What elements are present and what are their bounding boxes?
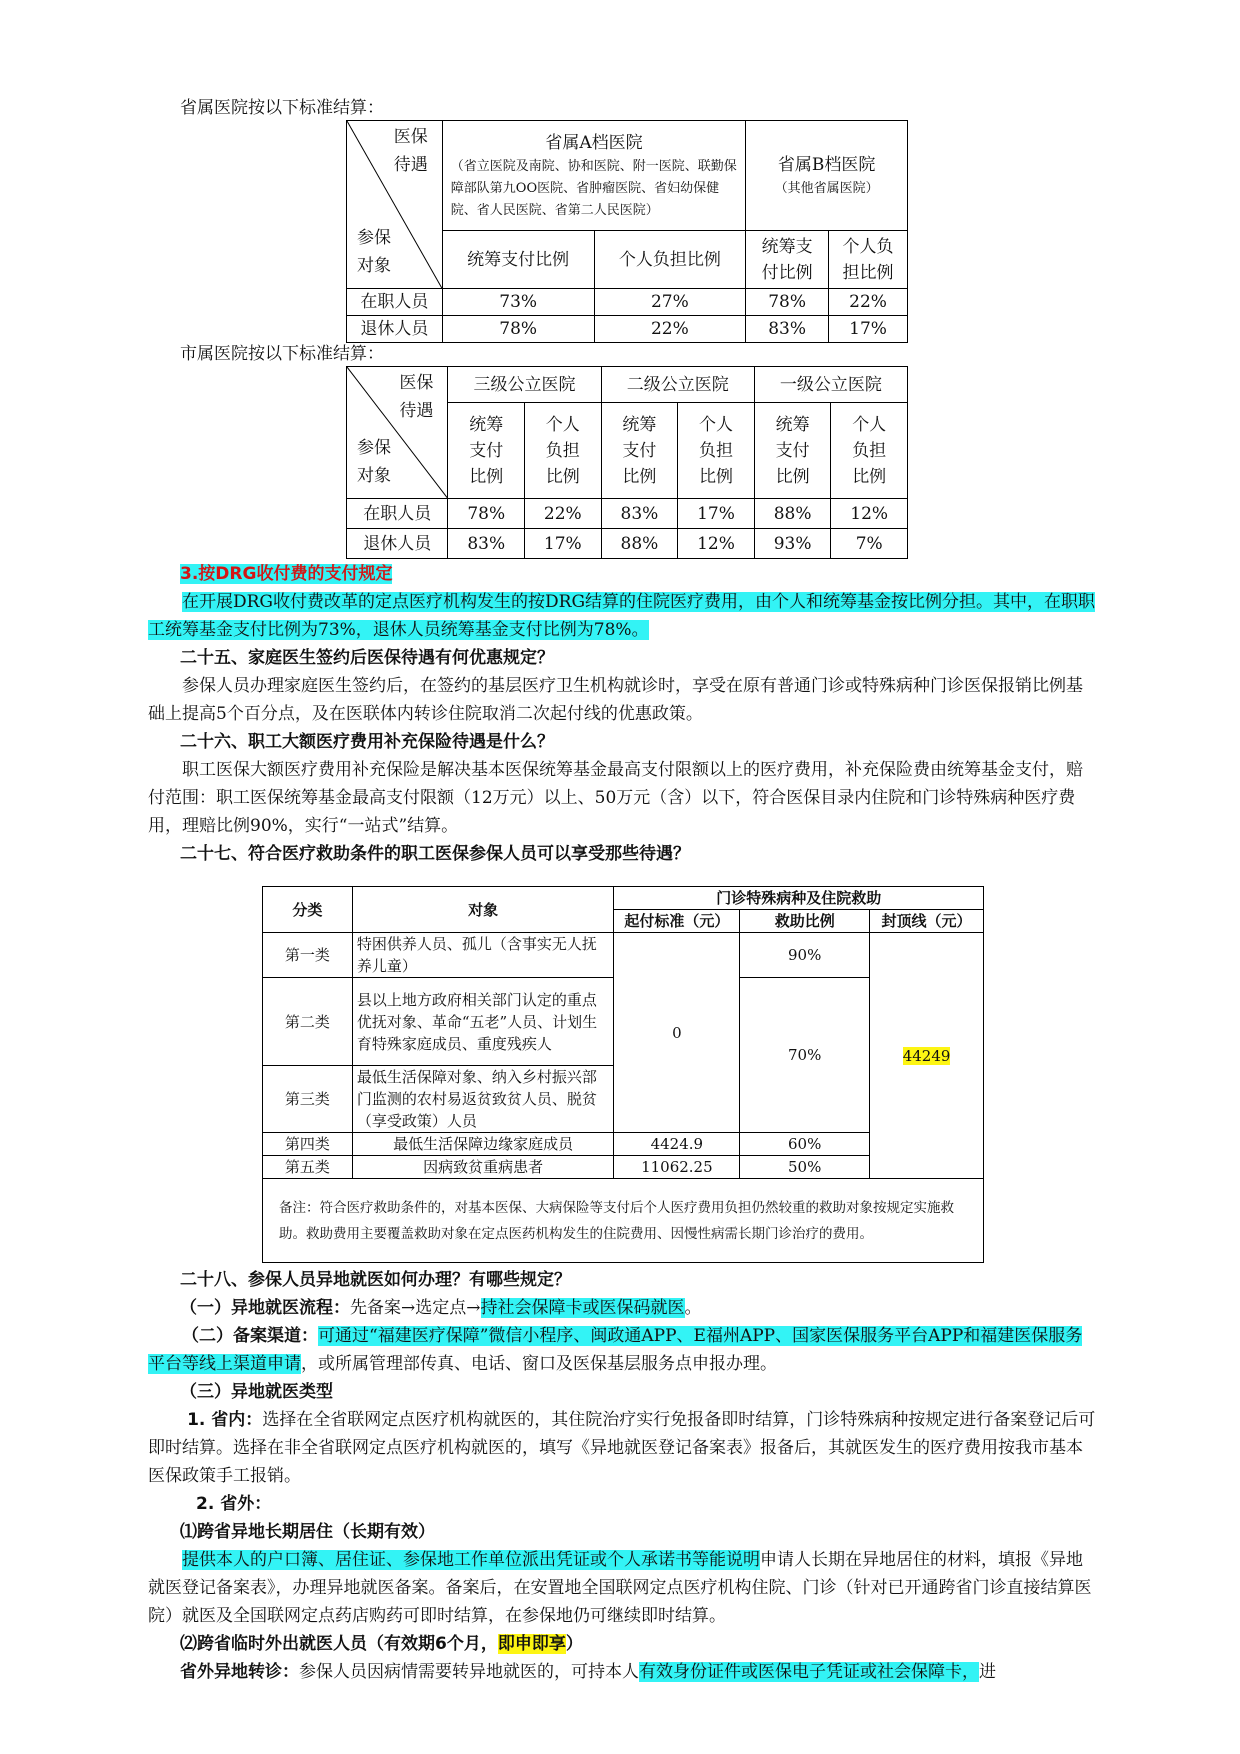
col-pay: 统筹支付比例 <box>754 403 831 499</box>
q27-heading: 二十七、符合医疗救助条件的职工医保参保人员可以享受那些待遇？ <box>180 844 690 864</box>
table-row: 第二类 县以上地方政府相关部门认定的重点优抚对象、革命“五老”人员、计划生育特殊家庭成员、重度残疾人 70% <box>263 978 984 1066</box>
city-table <box>346 366 908 559</box>
col-a-self: 个人负担比例 <box>594 231 746 289</box>
col-self: 个人负担比例 <box>831 403 908 499</box>
table-row: 第三类 最低生活保障对象、纳入乡村振兴部门监测的农村易返贫致贫人员、脱贫（享受政策）人员 <box>263 1066 984 1133</box>
provincial-intro: 省属医院按以下标准结算： <box>180 98 384 118</box>
col-group: 门诊特殊病种及住院救助 <box>614 887 984 910</box>
q28-heading: 二十八、参保人员异地就医如何办理？有哪些规定？ <box>180 1270 571 1290</box>
q26-heading: 二十六、职工大额医疗费用补充保险待遇是什么？ <box>180 732 554 752</box>
temp-heading: ⑵跨省临时外出就医人员（有效期6个月，即申即享） <box>180 1634 583 1654</box>
col-self: 个人负担比例 <box>525 403 602 499</box>
cap-cell <box>870 933 984 1179</box>
drg-body: 在开展DRG收付费改革的定点医疗机构发生的按DRG结算的住院医疗费用，由个人和统筹基金按比例分担。其中，在职职工统筹基金支付比例为73%，退休人员统筹基金支付比例为78%。 <box>148 592 1096 640</box>
tier1-header: 一级公立医院 <box>754 367 907 403</box>
ratio-23: 70% <box>740 978 870 1133</box>
cap-value: 44249 <box>902 1046 951 1065</box>
table-note: 备注：符合医疗救助条件的，对基本医保、大病保险等支付后个人医疗费用负担仍然较重的救助对象按规定实施救助。救助费用主要覆盖救助对象在定点医药机构发生的住院费用、因慢性病需长期门诊治疗的费用。 <box>263 1179 984 1263</box>
q28-out-province: 2. 省外： <box>196 1494 272 1514</box>
col-pay: 统筹支付比例 <box>448 403 525 499</box>
long-term-heading: ⑴跨省异地长期居住（长期有效） <box>180 1522 435 1542</box>
col-self: 个人负担比例 <box>678 403 755 499</box>
col-category: 分类 <box>263 887 353 933</box>
col-object: 对象 <box>352 887 614 933</box>
grade-a-header: 省属A档医院 （省立医院及南院、协和医院、附一医院、联勤保障部队第九OO医院、省肿瘤医院、省妇幼保健院、省人民医院、省第二人民医院） <box>442 121 745 231</box>
col-start: 起付标准（元） <box>614 910 740 933</box>
table-row: 退休人员 83% 17% 88% 12% 93% 7% <box>347 529 908 559</box>
start-shared: 0 <box>614 933 740 1133</box>
long-term-body: 提供本人的户口簿、居住证、参保地工作单位派出凭证或个人承诺书等能说明申请人长期在异地居住的材料，填报《异地就医登记备案表》，办理异地就医备案。备案后，在安置地全国联网定点医疗机构住院、门诊（针对已开通跨省门诊直接结算医院）就医及全国联网定点药店购药可即时结算，在参保地仍可继续即时结算。 <box>148 1550 1092 1626</box>
table-row: 在职人员 73% 27% 78% 22% <box>347 289 908 316</box>
q28-p2: （二）备案渠道：可通过“福建医疗保障”微信小程序、闽政通APP、E福州APP、国家医保服务平台APP和福建医保服务平台等线上渠道申请，或所属管理部传真、电话、窗口及医保基层服务点申报办理。 <box>148 1326 1083 1374</box>
tier2-header: 二级公立医院 <box>601 367 754 403</box>
col-b-self: 个人负担比例 <box>829 231 908 289</box>
medical-aid-table <box>262 886 984 1263</box>
table-row: 退休人员 78% 22% 83% 17% <box>347 316 908 343</box>
provincial-table <box>346 120 908 343</box>
q28-p1: （一）异地就医流程：先备案→选定点→持社会保障卡或医保码就医。 <box>180 1298 702 1318</box>
tier3-header: 三级公立医院 <box>448 367 601 403</box>
ratio-1: 90% <box>740 933 870 978</box>
provincial-table-diagonal-header: 医保 待遇 参保 对象 <box>347 121 443 289</box>
transfer-line: 省外异地转诊：参保人员因病情需要转异地就医的，可持本人有效身份证件或医保电子凭证或社会保障卡，进 <box>180 1662 996 1682</box>
table-row: 第四类 最低生活保障边缘家庭成员 4424.9 60% <box>263 1133 984 1156</box>
col-a-pay: 统筹支付比例 <box>442 231 594 289</box>
table-row: 第五类 因病致贫重病患者 11062.25 50% <box>263 1156 984 1179</box>
col-pay: 统筹支付比例 <box>601 403 678 499</box>
col-cap: 封顶线（元） <box>870 910 984 933</box>
col-ratio: 救助比例 <box>740 910 870 933</box>
q26-body: 职工医保大额医疗费用补充保险是解决基本医保统筹基金最高支付限额以上的医疗费用，补充保险费由统筹基金支付，赔付范围：职工医保统筹基金最高支付限额（12万元）以上、50万元（含）以下，符合医保目录内住院和门诊特殊病种医疗费用，理赔比例90%，实行“一站式”结算。 <box>148 760 1083 836</box>
city-table-diagonal-header: 医保 待遇 参保 对象 <box>347 367 448 499</box>
q25-heading: 二十五、家庭医生签约后医保待遇有何优惠规定？ <box>180 648 554 668</box>
grade-b-header: 省属B档医院 （其他省属医院） <box>746 121 908 231</box>
drg-heading: 3.按DRG收付费的支付规定 <box>180 564 393 584</box>
col-b-pay: 统筹支付比例 <box>746 231 829 289</box>
q25-body: 参保人员办理家庭医生签约后，在签约的基层医疗卫生机构就诊时，享受在原有普通门诊或特殊病种门诊医保报销比例基础上提高5个百分点，及在医联体内转诊住院取消二次起付线的优惠政策。 <box>148 676 1083 724</box>
q28-in-province: 1. 省内：选择在全省联网定点医疗机构就医的，其住院治疗实行免报备即时结算，门诊特殊病种按规定进行备案登记后可即时结算。选择在非全省联网定点医疗机构就医的，填写《异地就医登记备案表》报备后，其就医发生的医疗费用按我市基本医保政策手工报销。 <box>148 1410 1096 1486</box>
q28-p3: （三）异地就医类型 <box>180 1382 333 1402</box>
city-intro: 市属医院按以下标准结算： <box>180 344 384 364</box>
table-row: 在职人员 78% 22% 83% 17% 88% 12% <box>347 499 908 529</box>
table-row: 第一类 特困供养人员、孤儿（含事实无人抚养儿童） 0 90% 44249 <box>263 933 984 978</box>
